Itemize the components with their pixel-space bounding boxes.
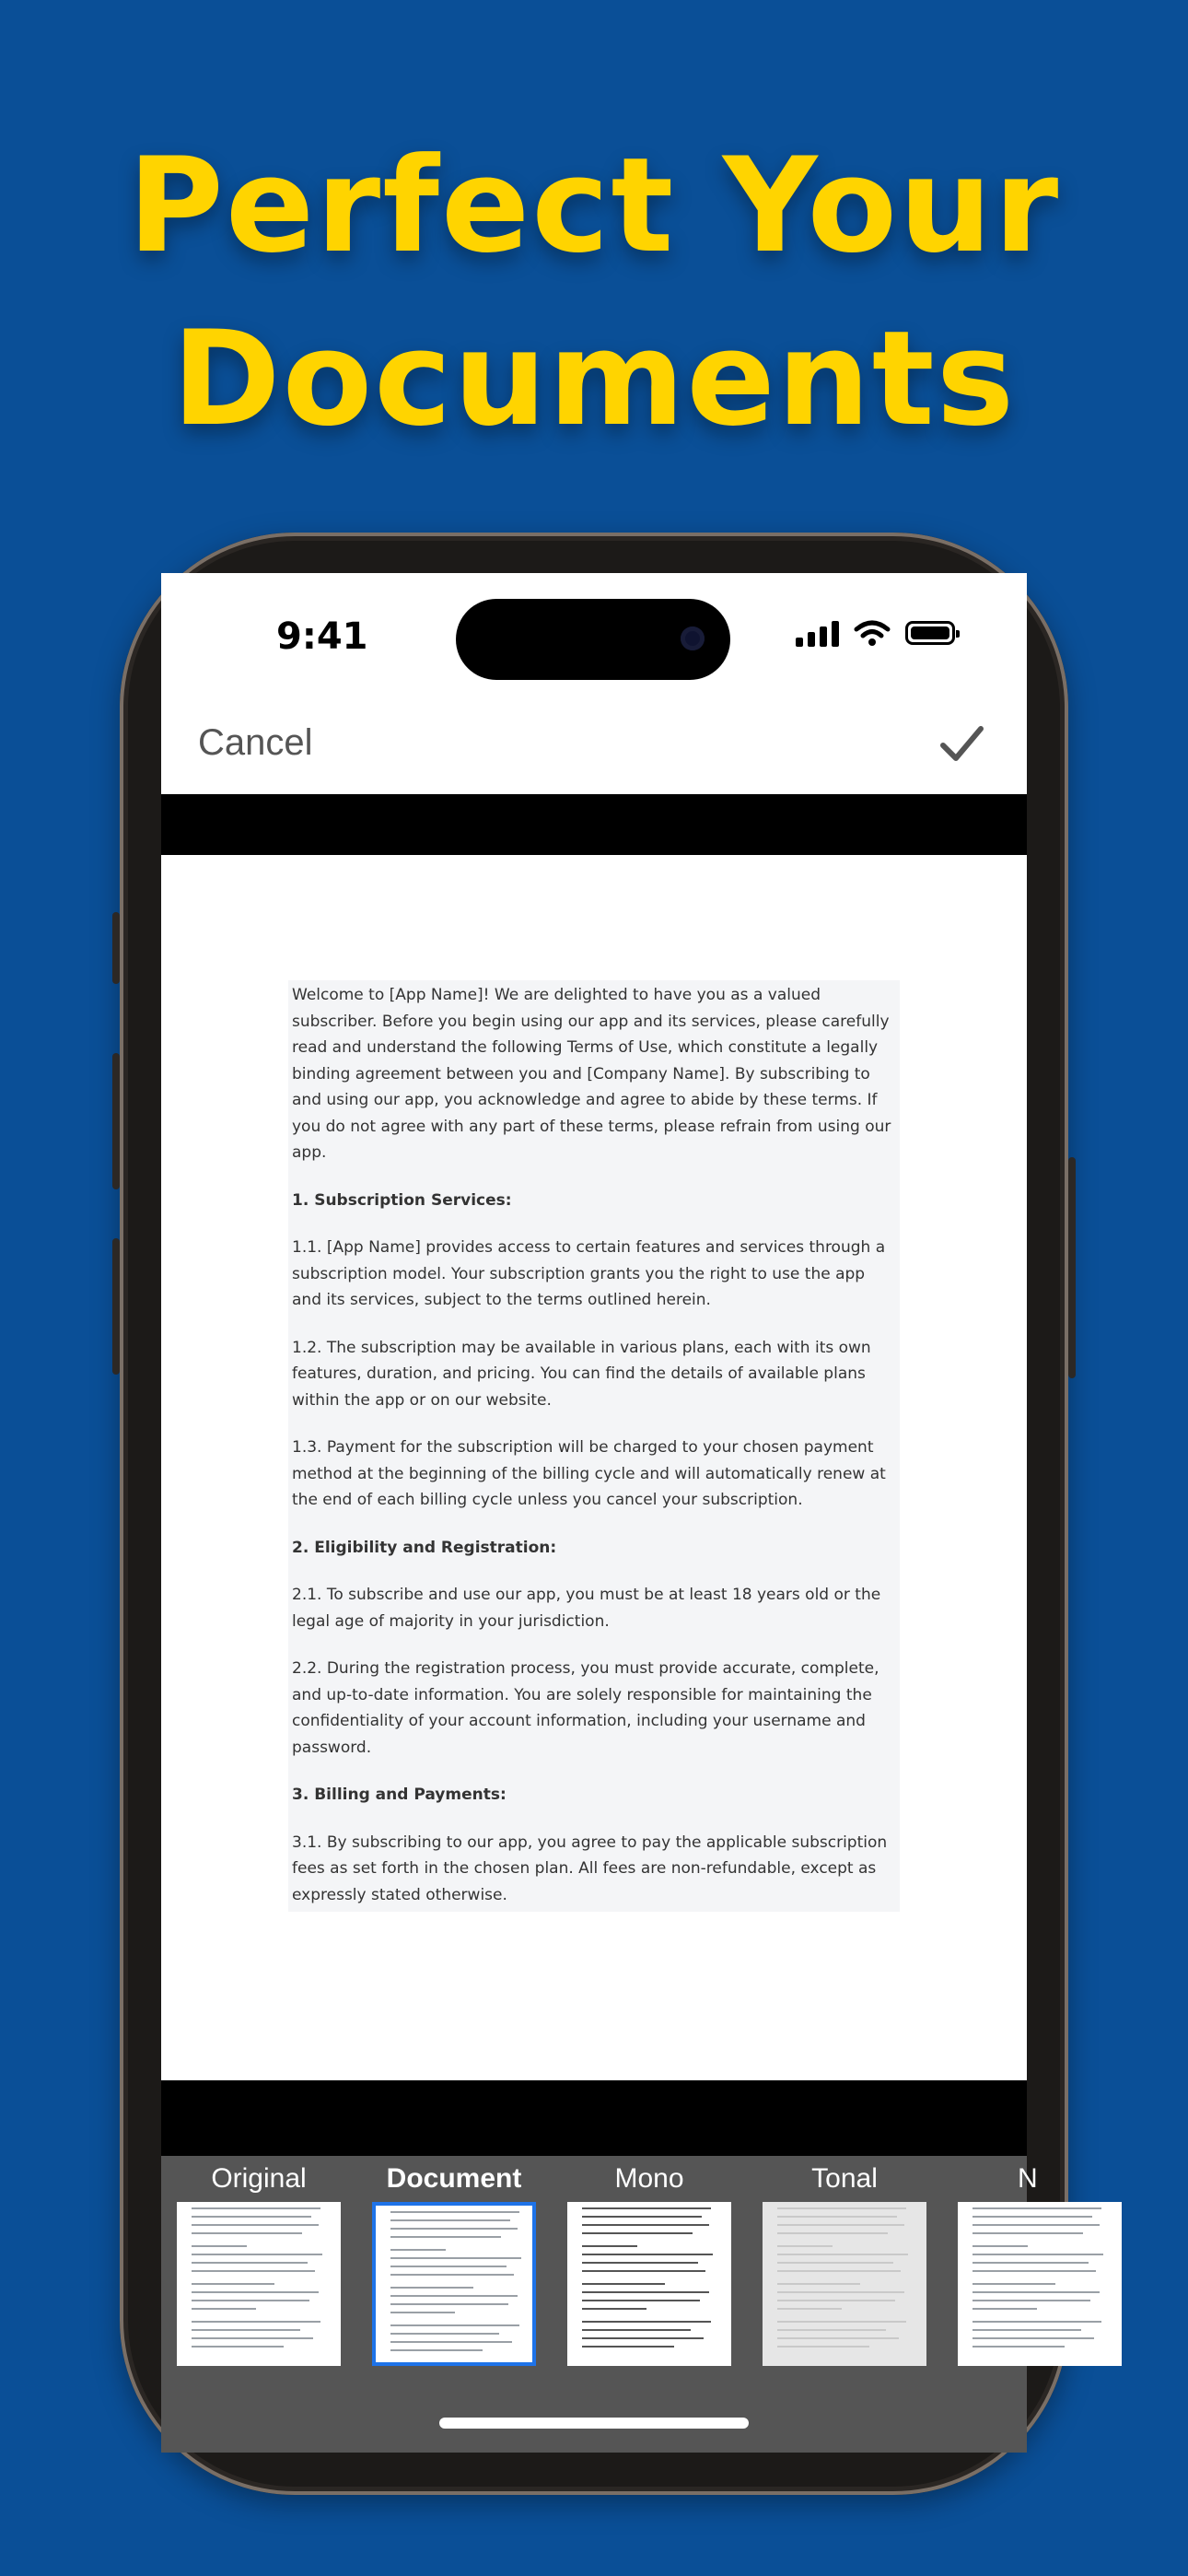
thumbnail-text-line <box>973 2321 1101 2323</box>
doc-paragraph: 1.2. The subscription may be available in various plans, each with its own features, duration, and pricing. You can find the details of available plans within the app or on our website. <box>292 1338 871 1410</box>
filter-thumbnail[interactable] <box>177 2202 341 2366</box>
thumbnail-text-line <box>192 2329 300 2331</box>
filter-thumbnail[interactable] <box>372 2202 536 2366</box>
thumbnail-text-line <box>192 2207 320 2209</box>
filter-label: Mono <box>614 2163 684 2194</box>
thumbnail-text-line <box>973 2232 1083 2234</box>
headline <box>0 120 1188 466</box>
doc-paragraph: 1.1. [App Name] provides access to certain features and services through a subscription model. Your subscription grants you the right to use the app and its services, subject to the terms outlined herein. <box>292 1238 886 1309</box>
thumbnail-text-line <box>777 2224 904 2226</box>
thumbnail-text-line <box>973 2283 1055 2285</box>
filter-label: Tonal <box>811 2163 878 2194</box>
thumbnail-text-line <box>390 2303 508 2305</box>
doc-heading: 3. Billing and Payments: <box>292 1786 507 1804</box>
thumbnail-text-line <box>192 2270 315 2272</box>
filter-thumbnail[interactable] <box>567 2202 731 2366</box>
thumbnail-text-line <box>582 2283 665 2285</box>
filter-partial[interactable] <box>958 2156 1122 2198</box>
thumbnail-text-line <box>777 2291 904 2293</box>
thumbnail-text-line <box>973 2245 1028 2247</box>
thumbnail-text-line <box>582 2346 674 2348</box>
status-icons <box>796 619 955 647</box>
thumbnail-text-line <box>390 2249 446 2251</box>
thumbnail-text-line <box>390 2349 483 2351</box>
doc-heading: 1. Subscription Services: <box>292 1190 512 1210</box>
cellular-signal-icon <box>796 619 839 647</box>
nav-bar <box>161 702 1027 794</box>
thumbnail-text-line <box>390 2324 519 2326</box>
thumbnail-text-line <box>582 2245 637 2247</box>
thumbnail-text-line <box>777 2321 906 2323</box>
thumbnail-text-line <box>582 2224 709 2226</box>
checkmark-icon[interactable] <box>937 719 988 770</box>
thumbnail-text-line <box>777 2329 886 2331</box>
thumbnail-text-line <box>973 2207 1101 2209</box>
thumbnail-text-line <box>777 2245 833 2247</box>
thumbnail-text-line <box>777 2346 869 2348</box>
thumbnail-text-line <box>192 2232 302 2234</box>
front-camera-icon <box>681 626 705 650</box>
thumbnail-text-line <box>777 2262 893 2264</box>
thumbnail-text-line <box>973 2254 1103 2255</box>
thumbnail-text-line <box>777 2270 901 2272</box>
thumbnail-text-line <box>390 2287 473 2289</box>
action-button <box>112 912 120 984</box>
thumbnail-text-line <box>777 2216 897 2218</box>
filter-tonal[interactable] <box>763 2156 926 2198</box>
side-button <box>1068 1157 1076 1378</box>
thumbnail-text-line <box>777 2283 860 2285</box>
phone-frame <box>120 533 1068 2495</box>
thumbnail-text-line <box>582 2262 698 2264</box>
document-text <box>288 980 900 1912</box>
doc-paragraph: 2.1. To subscribe and use our app, you must be at least 18 years old or the legal age of majority in your jurisdiction. <box>292 1586 881 1631</box>
wifi-icon <box>854 619 891 647</box>
thumbnail-text-line <box>582 2308 646 2310</box>
thumbnail-text-line <box>777 2207 906 2209</box>
thumbnail-text-line <box>192 2245 247 2247</box>
thumbnail-text-line <box>390 2236 501 2238</box>
thumbnail-text-line <box>777 2254 908 2255</box>
thumbnail-text-line <box>777 2308 842 2310</box>
headline-line-2: Documents <box>171 303 1017 455</box>
filter-label: N <box>1018 2163 1038 2194</box>
filter-thumbnail[interactable] <box>763 2202 926 2366</box>
thumbnail-text-line <box>973 2346 1065 2348</box>
thumbnail-text-line <box>973 2224 1100 2226</box>
volume-down-button <box>112 1238 120 1375</box>
thumbnail-text-line <box>582 2329 691 2331</box>
thumbnail-text-line <box>192 2308 256 2310</box>
thumbnail-text-line <box>390 2341 512 2343</box>
filter-label: Original <box>211 2163 307 2194</box>
thumbnail-text-line <box>777 2232 888 2234</box>
thumbnail-text-line <box>777 2337 899 2339</box>
thumbnail-text-line <box>973 2270 1096 2272</box>
doc-paragraph: 1.3. Payment for the subscription will be charged to your chosen payment method at the beginning of the billing cycle and will automatically renew at the end of each billing cycle unless you cancel your subscription. <box>292 1438 886 1509</box>
cancel-button[interactable]: Cancel <box>198 722 313 763</box>
thumbnail-text-line <box>192 2262 308 2264</box>
headline-line-1: Perfect Your <box>127 130 1061 282</box>
status-time: 9:41 <box>276 615 368 658</box>
thumbnail-text-line <box>192 2216 311 2218</box>
thumbnail-text-line <box>192 2321 320 2323</box>
home-indicator <box>439 2418 749 2429</box>
thumbnail-text-line <box>390 2219 510 2221</box>
thumbnail-text-line <box>582 2321 711 2323</box>
thumbnail-text-line <box>582 2216 702 2218</box>
thumbnail-text-line <box>390 2312 455 2313</box>
thumbnail-text-line <box>582 2270 705 2272</box>
document-preview <box>161 855 1027 2080</box>
thumbnail-text-line <box>390 2257 521 2259</box>
thumbnail-text-line <box>582 2232 693 2234</box>
thumbnail-text-line <box>582 2207 711 2209</box>
thumbnail-text-line <box>390 2274 514 2276</box>
thumbnail-text-line <box>390 2266 507 2267</box>
doc-paragraph: 2.2. During the registration process, you must provide accurate, complete, and up-to-date information. You are solely responsible for maintaining the confidentiality of your account information, including your username and password. <box>292 1659 879 1757</box>
thumbnail-text-line <box>582 2300 700 2301</box>
volume-up-button <box>112 1053 120 1189</box>
battery-icon <box>905 621 955 645</box>
thumbnail-text-line <box>582 2337 704 2339</box>
thumbnail-text-line <box>192 2224 319 2226</box>
doc-heading: 2. Eligibility and Registration: <box>292 1538 557 1557</box>
thumbnail-text-line <box>973 2216 1092 2218</box>
thumbnail-text-line <box>390 2211 519 2213</box>
thumbnail-text-line <box>973 2337 1094 2339</box>
thumbnail-text-line <box>390 2228 518 2230</box>
thumbnail-text-line <box>192 2283 274 2285</box>
thumbnail-text-line <box>192 2291 319 2293</box>
doc-paragraph: 3.1. By subscribing to our app, you agree to pay the applicable subscription fees as set forth in the chosen plan. All fees are non-refundable, except as expressly stated otherwise. <box>292 1832 888 1904</box>
thumbnail-text-line <box>973 2300 1090 2301</box>
thumbnail-text-line <box>192 2300 309 2301</box>
thumbnail-text-line <box>777 2300 895 2301</box>
filter-mono[interactable] <box>567 2156 731 2198</box>
thumbnail-text-line <box>192 2337 313 2339</box>
filter-original[interactable] <box>177 2156 341 2198</box>
thumbnail-text-line <box>390 2295 518 2297</box>
doc-paragraph: Welcome to [App Name]! We are delighted to have you as a valued subscriber. Before you begin using our app and its services, please carefully read and understand the following Terms of Use, which constitute a legally binding agreement between you and [Company Name]. By subscribing to and using our app, you acknowledge and agree to abide by these terms. If you do not agree with any part of these terms, please refrain from using our app. <box>292 986 891 1162</box>
thumbnail-text-line <box>973 2329 1081 2331</box>
dynamic-island <box>456 599 730 680</box>
phone-screen <box>161 573 1038 2453</box>
thumbnail-text-line <box>973 2262 1089 2264</box>
filter-thumbnail[interactable] <box>958 2202 1122 2366</box>
thumbnail-text-line <box>582 2254 713 2255</box>
filter-label: Document <box>386 2163 522 2194</box>
thumbnail-text-line <box>390 2333 499 2335</box>
thumbnail-text-line <box>973 2308 1037 2310</box>
thumbnail-text-line <box>192 2346 284 2348</box>
thumbnail-text-line <box>582 2291 709 2293</box>
thumbnail-text-line <box>192 2254 322 2255</box>
thumbnail-text-line <box>973 2291 1100 2293</box>
filter-bar <box>161 2156 1038 2453</box>
filter-document[interactable] <box>372 2156 536 2198</box>
status-bar <box>161 573 1027 702</box>
